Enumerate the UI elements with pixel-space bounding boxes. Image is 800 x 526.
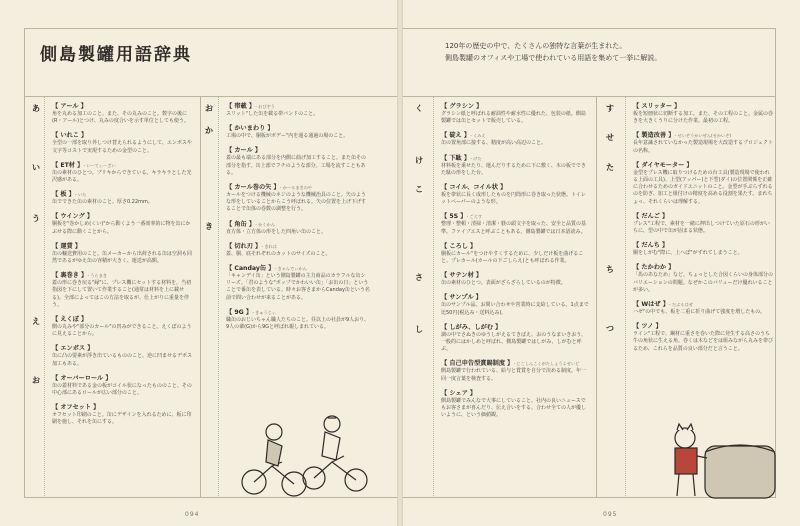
entry-definition: 蓋、胴、底それぞれのカットのサイズのこと。	[226, 250, 331, 257]
kana-index-label: つ	[606, 324, 614, 333]
entry-definition: 職缶のおじいちゃん職人たちのこと。昼以上の社員が9人おり、9人の輩(G)から9Gと呼ばれ親しまれている。	[226, 316, 370, 331]
kana-divider	[44, 96, 45, 498]
entry-term: 【 サテン材 】	[441, 272, 483, 280]
entry-definition: 角を丸める加工のこと。また、その丸みのこと。数字の後に(R・アール)とつけ、丸みの度合いを示す単位としても使う。	[52, 111, 189, 125]
dictionary-entry	[52, 212, 192, 235]
kana-index-label: こ	[415, 185, 423, 194]
dictionary-entry	[52, 102, 192, 125]
page-title: 側島製罐用語辞典	[40, 45, 192, 65]
entry-title	[441, 102, 589, 111]
entry-title	[441, 154, 589, 163]
dictionary-entry	[633, 322, 773, 353]
entry-title	[441, 242, 589, 251]
entry-term: 【 シェア 】	[441, 389, 477, 397]
dictionary-entry	[441, 154, 589, 177]
entry-term: 【 オフセット 】	[52, 404, 100, 412]
entry-title	[226, 102, 370, 111]
entry-term: 【 5S 】	[441, 213, 464, 221]
entry-term: 【 だんご 】	[633, 212, 669, 220]
dictionary-entry	[226, 124, 370, 140]
entry-title	[633, 102, 773, 111]
kana-index-label: く	[415, 104, 423, 113]
dictionary-entry	[52, 271, 192, 309]
intro-line: 120年の歴史の中で、たくさんの独特な言葉が生まれた。	[445, 42, 627, 50]
dictionary-entry	[633, 131, 773, 154]
entry-term: 【 スリッター 】	[633, 103, 681, 110]
entry-reading: ・うらまき	[86, 273, 108, 279]
page-number: 095	[603, 511, 618, 518]
entry-title	[52, 190, 192, 199]
entry-definition: 側の丸みや"部分のカール"の凹みができること。えくぼのように見えることから。	[52, 324, 192, 338]
dictionary-entry	[52, 190, 192, 206]
dictionary-entry	[441, 389, 589, 420]
entry-definition: オフセット印刷のこと。缶にデザインを入れるために、板に印刷を施し、それを缶にする。	[52, 412, 192, 426]
entry-definition: 直方体・立方体の形をした四角い缶のこと。	[226, 228, 327, 235]
dictionary-column	[226, 102, 370, 337]
dictionary-entry	[52, 315, 192, 338]
entry-definition: プレス"工程で、素材を一緒に押出しつけていた原石の形がいちに、型の中で缶が固まる状態。	[633, 220, 770, 235]
entry-term: 【 裏巻き 】	[52, 272, 85, 280]
entry-term: 【 アール 】	[52, 103, 87, 110]
entry-title	[441, 183, 589, 192]
dictionary-entry	[226, 183, 370, 214]
entry-definition: 「馬のあなため」など、ちょっとした合図くらいの身体部分のバリエーションの問題。なぜかこのバリューだけ優れいることが多い。	[633, 272, 773, 293]
dictionary-entry	[226, 220, 370, 236]
entry-definition: 缶の素材のひとつ。ブリキからできている。キラキラとした光沢感がある。	[52, 169, 192, 184]
entry-title	[633, 300, 773, 309]
entry-title	[52, 271, 192, 280]
entry-reading: ・きれは	[260, 243, 277, 249]
entry-definition: スリット"した缶を載る帯バンドのこと。	[226, 111, 319, 117]
entry-title	[441, 271, 589, 280]
entry-term: 【 切れ刃 】	[226, 242, 259, 250]
entry-definition: 整理・整頓・清掃・清潔・躾の頭文字を取った、安全と品質の基準。ファイブエスと呼ぶこともある。側島製罐では日本語読み。	[441, 221, 587, 235]
entry-definition: 缶の蓋材料である金の板がコイル状になったもののこと。その中心部にあるロールが広い部分のこと。	[52, 382, 192, 397]
dictionary-entry	[441, 102, 589, 125]
kana-index-label: さ	[415, 273, 423, 282]
entry-definition: 全型の一部を取り外しつけ替えられるようにして、エンボスや文字等コストで実現するための金型のこと。	[52, 140, 192, 154]
entry-title	[226, 183, 370, 192]
dictionary-entry	[633, 102, 773, 125]
kana-divider	[433, 96, 434, 498]
entry-title	[226, 124, 370, 133]
entry-reading: ・くみえ	[468, 133, 486, 139]
dictionary-entry	[441, 359, 589, 382]
dictionary-entry	[441, 323, 589, 354]
dictionary-entry	[441, 242, 589, 265]
entry-definition: 材料板を乗せたり、運んだりするために下に敷く、木の板でできた駄の形をした台。	[441, 162, 586, 176]
kana-index-label: お	[32, 376, 40, 385]
entry-term: 【 グラシン 】	[441, 103, 483, 110]
entry-term: 【 Wはぜ 】	[633, 301, 666, 309]
right-page	[403, 0, 800, 526]
entry-title	[633, 161, 773, 170]
dictionary-column	[52, 102, 192, 433]
kana-index-label: き	[205, 222, 213, 231]
entry-term: 【 製造改善 】	[633, 132, 672, 140]
entry-reading: ・いた	[73, 192, 87, 198]
kana-index-label: あ	[32, 104, 40, 113]
entry-term: 【 えくぼ 】	[52, 316, 88, 324]
entry-definition: 胴をしがむ"際に、上へぼ"がずれてしまうこと。	[633, 250, 743, 257]
entry-definition: 側島製罐でみんなで大事にしていること。社内の良いニュースでもお客さまが喜んだり、伝え合いをする。合わせ全ての人が優しいように、という価値観。	[441, 397, 587, 419]
entry-term: 【 カール巻の矢 】	[226, 184, 277, 192]
dictionary-entry	[441, 131, 589, 147]
entry-title	[52, 374, 192, 383]
dictionary-entry	[633, 212, 773, 235]
entry-definition: 「キャンデイ缶」という側島製罐の主力商品のカラフルな缶シリーズ。「君のような"ボップでかわいい缶」「お缶の日」ということで番缶を表している。時々お客さまからCanday缶という名前で問い合わせが来ることがある。	[226, 273, 370, 301]
entry-reading: ・おびぞう	[253, 104, 275, 109]
kana-index-label: す	[606, 104, 614, 113]
entry-term: 【 サンプル 】	[441, 294, 482, 302]
entry-title	[441, 389, 589, 398]
dictionary-entry	[226, 102, 370, 118]
entry-definition: 蓋の最も端にある部分を内側に曲げ加工すること。また缶その部分を指す。缶上部でフチのような部分。工場を流すこともある。	[226, 155, 367, 176]
entry-definition: 板を短冊状に切断する加工。また、その工程のこと。金属の巻きを大きくうりに分けた作業、最初の工程。	[633, 111, 773, 125]
entry-title	[226, 264, 370, 273]
entry-term: 【 オーバーロール 】	[52, 374, 112, 382]
entry-title	[633, 241, 773, 250]
entry-term: 【 自己申告型賞賜制度 】	[441, 360, 511, 368]
entry-reading: ・だぶるはぜ	[667, 302, 693, 308]
dictionary-entry	[633, 241, 773, 257]
entry-term: 【 9G 】	[226, 308, 249, 316]
dictionary-column	[633, 102, 773, 359]
kana-index-label: お	[205, 104, 213, 113]
dictionary-entry	[226, 308, 370, 331]
kana-divider	[218, 96, 219, 498]
dictionary-column	[441, 102, 589, 425]
entry-definition: 側島製罐で行われている、給与と賞賞を自分で決める制度。年一回一度言葉を検査する。	[441, 368, 587, 382]
entry-term: 【 たかわか 】	[633, 264, 675, 272]
dictionary-entry	[633, 263, 773, 294]
entry-term: 【 しがみ、しがむ 】	[441, 323, 502, 331]
entry-title	[226, 242, 370, 251]
entry-reading: ・きゅうじぃ	[250, 309, 277, 315]
entry-definition: 缶の置角部に接する、精度が高い高辺のこと。	[441, 140, 547, 147]
intro-divider	[403, 96, 776, 97]
kana-index-label: た	[606, 163, 614, 172]
column-divider	[200, 96, 201, 498]
entry-definition: 板を帯状に長く成形したものを円筒形に巻き取った状態。トイレットペーパーのような形。	[441, 192, 586, 206]
entry-definition: ハゼ"の中でも、板を二重に折り曲げて強度を増したもの。	[633, 309, 766, 316]
entry-term: 【 ころし 】	[441, 242, 477, 250]
entry-term: 【 ET材 】	[52, 161, 81, 169]
dictionary-entry	[226, 146, 370, 177]
entry-definition: カールをつける機械のネジのような機械治具のこと。矢のような形をしていることからこう呼ばれる。矢の位置を上げ下げすることで缶体の巻数の調整を行う。	[226, 192, 367, 213]
dictionary-entry	[52, 344, 192, 367]
kana-index-label: え	[32, 317, 40, 326]
entry-term: 【 運賃 】	[52, 242, 82, 250]
entry-definition: 蓋の形に巻き戻る"縁"に、プレス機にセットする材料を。当初指図を下にして置いて作業すること(通常は材料を上に載せる)。全部によってはこの方法を取るが、仕上がりに重量を伴う。	[52, 280, 192, 308]
entry-reading: ・いーてぃーざい	[82, 162, 116, 168]
dictionary-entry	[633, 300, 773, 316]
entry-term: 【 コイル、コイル状 】	[441, 184, 507, 192]
entry-title	[633, 212, 773, 221]
dictionary-entry	[441, 271, 589, 287]
entry-term: 【 カール 】	[226, 147, 262, 155]
dictionary-entry	[441, 183, 589, 206]
entry-definition: 長年意識されていなかった製造現場を大改造するプロジェクトの名称。	[633, 140, 773, 154]
entry-title	[52, 102, 192, 111]
entry-title	[226, 220, 370, 229]
entry-term: 【 いれこ 】	[52, 132, 88, 140]
entry-reading: ・せいぞうかいぜん(せかいぞ)	[673, 133, 732, 139]
entry-term: 【 ダイヤモーター 】	[633, 161, 693, 169]
entry-definition: 缶のサンプル品。お問い合わせや営業時に支給している。1点まで比50円(税込み・送料込み)。	[441, 302, 589, 316]
entry-definition: 金型をプレス機に取りつけるための台工具(製造現場で使われる上面の工具)、上型(アッパー)と下型(ダイ)の位置関係を正確に合わせるためのガイドユニットのこと。金型が手ぶらずれるのを防ぎ、加工と組付けの精度を高める役割を果たす。まれちょっ、それくらいは理解する。	[633, 169, 773, 205]
kana-divider	[625, 96, 626, 498]
character-with-can-illustration	[665, 412, 777, 504]
intro-line: 側島製罐のオフィスや工場で使われている用語を集めて一挙に解説。	[445, 54, 662, 62]
entry-title	[52, 161, 192, 170]
entry-term: 【 下駄 】	[441, 154, 467, 162]
entry-term: 【 板 】	[52, 191, 72, 199]
dictionary-entry	[441, 212, 589, 235]
entry-title	[52, 242, 192, 251]
dictionary-entry	[52, 374, 192, 397]
dictionary-entry	[633, 161, 773, 206]
dictionary-entry	[52, 131, 192, 154]
entry-term: 【 角缶 】	[226, 220, 252, 228]
entry-term: 【 碇え 】	[441, 132, 467, 140]
dictionary-entry	[52, 242, 192, 265]
kana-index-label: い	[32, 163, 40, 172]
entry-reading: ・げた	[468, 155, 482, 161]
dictionary-entry	[52, 161, 192, 184]
entry-term: 【 Canday缶 】	[226, 265, 272, 273]
dictionary-entry	[441, 293, 589, 316]
entry-title	[441, 323, 589, 332]
entry-title	[52, 315, 192, 324]
entry-term: 【 ウイング 】	[52, 213, 94, 221]
entry-term: 【 かいまわり 】	[226, 125, 274, 133]
dictionary-entry	[226, 264, 370, 302]
entry-title	[226, 308, 370, 317]
entry-definition: 工場の中で、胴板がボデー"内を通る通過の場のこと。	[226, 133, 349, 140]
entry-definition: ライン"工程で、鋼材に重さを巻いた際に発生する高さのうち牛の角状に生える角。巻くは木などをは組みながら丸みを帯びるため、これらを品質の良い部分だと言うこと。	[633, 331, 773, 352]
entry-definition: グラシン紙と呼ばれる耐油性や耐水性に優れた、包装の紙。側島製罐では缶とセットで販売している。	[441, 111, 586, 125]
kana-index-label: し	[415, 325, 423, 334]
entry-definition: 缶の輸送費用のこと。缶メーカーから出荷される缶は空洞も同然であるがゆえ缶の容積が大きく、運送が高額。	[52, 250, 192, 265]
dictionary-entry	[226, 242, 370, 258]
kana-index-label: せ	[606, 133, 614, 142]
entry-reading: ・きゃんでぃかん	[273, 266, 307, 272]
kana-index-label: け	[415, 156, 423, 165]
kids-on-bikes-illustration	[232, 410, 372, 502]
entry-term: 【 帯載 】	[226, 103, 252, 110]
kana-index-label: ち	[606, 265, 614, 274]
kana-index-label: か	[205, 126, 213, 135]
entry-term: 【 だんち 】	[633, 242, 669, 250]
entry-title	[52, 403, 192, 412]
left-page	[0, 0, 397, 526]
kana-index-label: う	[32, 214, 40, 223]
entry-reading: ・じこしんこくがたしょうよせいど	[512, 361, 580, 367]
entry-reading: ・ごえす	[465, 214, 483, 220]
entry-reading: ・かくかん	[253, 221, 275, 227]
column-divider	[596, 96, 597, 498]
entry-definition: 缶でできた缶の素材のこと。厚さ0.22mm。	[52, 199, 153, 206]
intro-text	[445, 40, 661, 64]
entry-definition: 胴板を"巻かしめ(くい)"から動くよう一番効率的に物を缶にかぶせる際に動くことから。	[52, 221, 191, 235]
entry-term: 【 エンボス 】	[52, 345, 94, 353]
entry-definition: 缶の素材のひとつ。表面がざらざらしているのが特徴。	[441, 280, 566, 287]
entry-definition: 胴板にカール"をつけやすくするために、少しだけ板を曲げること。プレカール(カールの下ごしらえ)とも呼ばれる作業。	[441, 250, 584, 265]
entry-definition: 缶に凸の要素が浮き出ているもののこと。逆に凹ませるデボス加工もある。	[52, 353, 192, 367]
title-divider	[24, 96, 397, 97]
entry-reading: ・かーるまきのや	[278, 185, 313, 191]
entry-title	[633, 322, 773, 331]
entry-term: 【 ツノ 】	[633, 323, 662, 331]
dictionary-entry	[52, 403, 192, 426]
page-number: 094	[185, 511, 200, 518]
entry-definition: 調の中でさぬきのゆうしがえるてきばえ、おのうなまいきおう、一般的にはかしめと呼ばれ、側島製罐ではしがみ、しがむと呼ぶ。	[441, 331, 587, 353]
